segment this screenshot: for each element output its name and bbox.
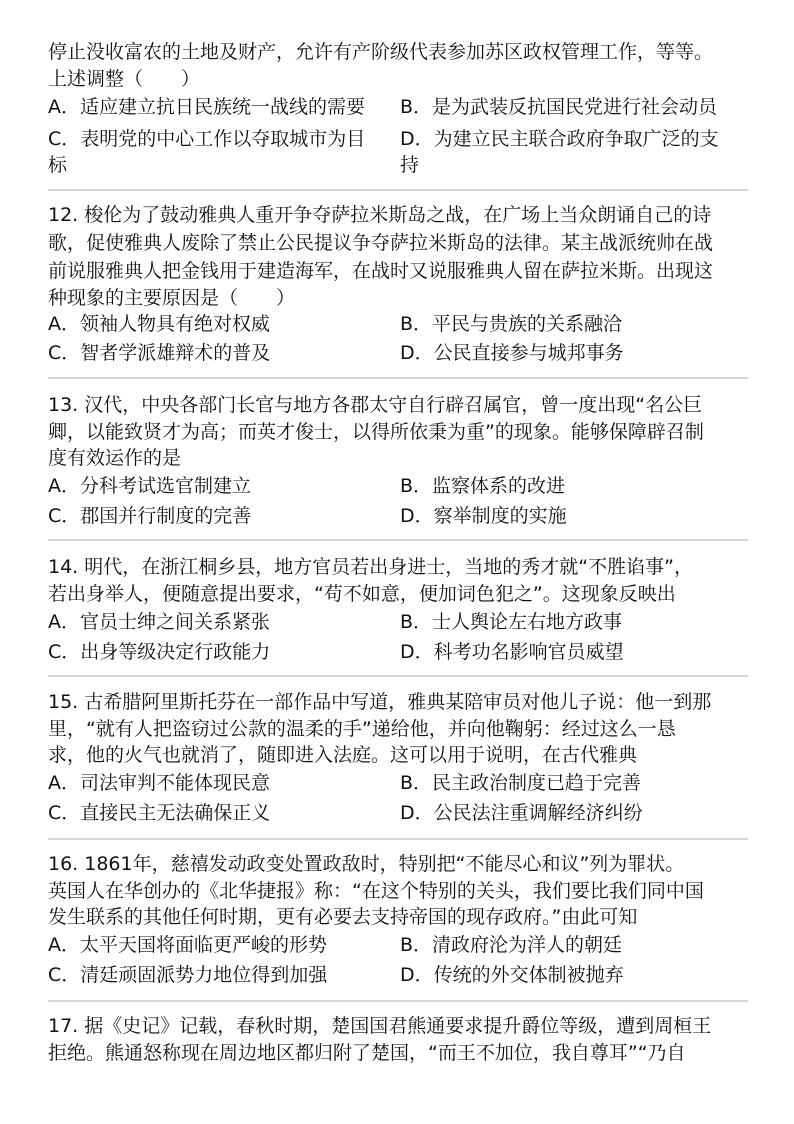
q16-option-a[interactable]: A．太平天国将面临更严峻的形势 [48,934,327,956]
q14-text-line: 14. 明代，在浙江桐乡县，地方官员若出身进士，当地的秀才就“不胜谄事”， [48,556,693,578]
q12-option-b[interactable]: B．平民与贵族的关系融洽 [400,313,623,335]
q13-option-c[interactable]: C．郡国并行制度的完善 [48,505,252,527]
q14-option-b[interactable]: B．士人舆论左右地方政事 [400,611,623,633]
q16-text-line: 发生联系的其他任何时期，更有必要去支持帝国的现存政府。”由此可知 [48,906,638,928]
q14-option-a[interactable]: A．官员士绅之间关系紧张 [48,611,270,633]
q15-text-line: 里，“就有人把盗窃过公款的温柔的手”递给他，并向他鞠躬：经过这么一恳 [48,718,676,740]
q11-option-c-wrap: 标 [48,154,68,176]
q12-text-line: 12. 梭伦为了鼓动雅典人重开争夺萨拉米斯岛之战，在广场上当众朗诵自己的诗 [48,204,712,226]
q12-option-d[interactable]: D．公民直接参与城邦事务 [400,342,624,364]
question-divider [48,189,748,191]
q15-option-c[interactable]: C．直接民主无法确保正义 [48,802,271,824]
q13-option-a[interactable]: A．分科考试选官制建立 [48,475,251,497]
q15-text-line: 求，他的火气也就消了，随即进入法庭。这可以用于说明，在古代雅典 [48,744,638,766]
q12-text-line: 前说服雅典人把金钱用于建造海军，在战时又说服雅典人留在萨拉米斯。出现这 [48,260,714,282]
q14-option-d[interactable]: D．科考功名影响官员威望 [400,641,624,663]
q13-text-line: 卿，以能致贤才为高；而英才俊士，以得所依秉为重”的现象。能够保障辟召制 [48,421,704,443]
q13-text-line: 13. 汉代，中央各部门长官与地方各郡太守自行辟召属官，曾一度出现“名公巨 [48,394,703,416]
q17-text-line: 17. 据《史记》记载，春秋时期，楚国国君熊通要求提升爵位等级，遭到周桓王 [48,1015,712,1037]
q11-text-line: 上述调整（ ） [48,68,201,90]
q11-option-c[interactable]: C．表明党的中心工作以夺取城市为目 [48,128,366,150]
q12-text-line: 种现象的主要原因是（ ） [48,287,296,309]
q11-option-d-wrap: 持 [400,154,420,176]
q16-text-line: 16. 1861年，慈禧发动政变处置政敌时，特别把“不能尽心和议”列为罪状。 [48,853,685,875]
q11-option-b[interactable]: B．是为武装反抗国民党进行社会动员 [400,96,718,118]
question-divider [48,1000,748,1002]
q12-option-a[interactable]: A．领袖人物具有绝对权威 [48,313,270,335]
question-divider [48,377,748,379]
question-divider [48,838,748,840]
q13-option-d[interactable]: D．察举制度的实施 [400,505,567,527]
q16-option-b[interactable]: B．清政府沦为洋人的朝廷 [400,934,623,956]
question-divider [48,675,748,677]
q12-text-line: 歌，促使雅典人废除了禁止公民提议争夺萨拉米斯岛的法律。某主战派统帅在战 [48,232,714,254]
question-divider [48,539,748,541]
q15-text-line: 15. 古希腊阿里斯托芬在一部作品中写道，雅典某陪审员对他儿子说：他一到那 [48,691,712,713]
q12-option-c[interactable]: C．智者学派雄辩术的普及 [48,342,271,364]
q11-option-a[interactable]: A．适应建立抗日民族统一战线的需要 [48,96,365,118]
q16-option-d[interactable]: D．传统的外交体制被抛弃 [400,964,624,986]
q11-text-line: 停止没收富农的土地及财产，允许有产阶级代表参加苏区政权管理工作，等等。 [48,41,714,63]
q14-option-c[interactable]: C．出身等级决定行政能力 [48,641,271,663]
q15-option-d[interactable]: D．公民法注重调解经济纠纷 [400,802,643,824]
q15-option-b[interactable]: B．民主政治制度已趋于完善 [400,772,642,794]
q11-option-d[interactable]: D．为建立民主联合政府争取广泛的支 [400,128,719,150]
q17-text-line: 拒绝。熊通怒称现在周边地区都归附了楚国，“而王不加位，我自尊耳”“乃自 [48,1042,686,1064]
q16-option-c[interactable]: C．清廷顽固派势力地位得到加强 [48,964,328,986]
q16-text-line: 英国人在华创办的《北华捷报》称：“在这个特别的关头，我们要比我们同中国 [48,880,704,902]
q14-text-line: 若出身举人，便随意提出要求，“苟不如意，便加词色犯之”。这现象反映出 [48,583,676,605]
q13-text-line: 度有效运作的是 [48,447,182,469]
q15-option-a[interactable]: A．司法审判不能体现民意 [48,772,270,794]
q13-option-b[interactable]: B．监察体系的改进 [400,475,566,497]
